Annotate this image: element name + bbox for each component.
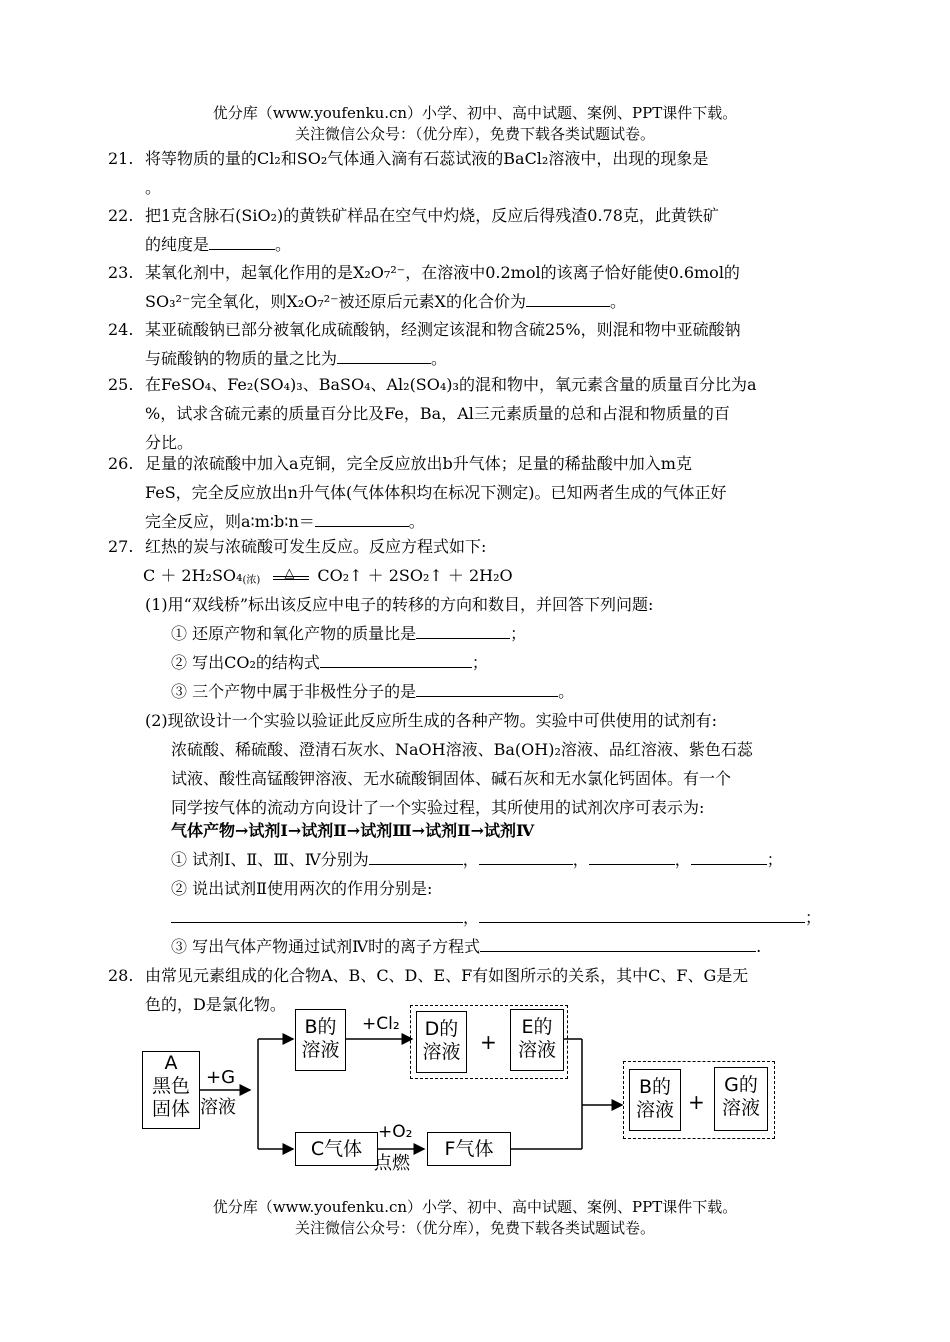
question-23 bbox=[108, 258, 850, 316]
part-2-b-answers bbox=[171, 903, 821, 932]
part-1-a-text: ① 还原产物和氧化产物的质量比是 bbox=[171, 624, 417, 643]
box-g-label: G的 bbox=[724, 1074, 758, 1096]
footer-line-1: 优分库（www.youfenku.cn）小学、初中、高中试题、案例、PPT课件下载。 bbox=[212, 1198, 738, 1216]
punctuation: 。 bbox=[431, 349, 448, 368]
question-text-cont: 的纯度是 bbox=[145, 235, 210, 254]
equation-products: CO₂↑ ＋ 2SO₂↑ ＋ 2H₂O bbox=[317, 566, 513, 585]
box-b-final-label: 溶液 bbox=[635, 1099, 674, 1121]
question-text: 把1克含脉石(SiO₂)的黄铁矿样品在空气中灼烧，反应后得残渣0.78克，此黄铁矿 bbox=[145, 206, 719, 225]
label-plus: + bbox=[480, 1030, 497, 1054]
question-24 bbox=[108, 315, 850, 373]
punctuation: 。 bbox=[609, 292, 626, 311]
question-26 bbox=[108, 449, 850, 536]
box-d bbox=[416, 1011, 467, 1073]
label-ignite: 点燃 bbox=[374, 1153, 410, 1174]
footer-line-2: 关注微信公众号：（优分库），免费下载各类试题试卷。 bbox=[294, 1219, 655, 1237]
punctuation: 。 bbox=[408, 512, 425, 531]
answer-blank[interactable] bbox=[369, 846, 463, 865]
box-b-final-label: B的 bbox=[638, 1076, 672, 1098]
part-1-c bbox=[171, 677, 574, 706]
header-line-1: 优分库（www.youfenku.cn）小学、初中、高中试题、案例、PPT课件下载。 bbox=[212, 104, 738, 122]
question-number: 25. bbox=[108, 375, 134, 394]
box-b bbox=[295, 1009, 346, 1071]
box-a bbox=[142, 1051, 200, 1129]
question-27 bbox=[108, 532, 850, 561]
part-2-prompt: (2)现欲设计一个实验以验证此反应所生成的各种产物。实验中可供使用的试剂有: bbox=[145, 711, 718, 730]
box-c: C气体 bbox=[295, 1132, 378, 1166]
question-number: 27. bbox=[108, 537, 134, 556]
label-plus-final: + bbox=[688, 1090, 705, 1114]
punctuation: ， bbox=[463, 908, 480, 927]
box-b-final bbox=[629, 1069, 681, 1131]
question-text-cont: SO₃²⁻完全氧化，则X₂O₇²⁻被还原后元素X的化合价为 bbox=[145, 292, 526, 311]
equation-condition: (浓) bbox=[242, 575, 261, 586]
question-number: 22. bbox=[108, 206, 134, 225]
part-2-a bbox=[171, 845, 783, 874]
question-text-cont: 分比。 bbox=[145, 433, 194, 452]
box-d-label: 溶液 bbox=[422, 1041, 461, 1063]
part-2-c bbox=[171, 932, 761, 961]
reaction-diagram bbox=[130, 1005, 810, 1185]
question-text-cont: 完全反应，则a∶m∶b∶n＝ bbox=[145, 512, 315, 531]
part-2-c-text: ③ 写出气体产物通过试剂Ⅳ时的离子方程式 bbox=[171, 937, 481, 956]
answer-blank[interactable] bbox=[480, 933, 756, 952]
question-number: 24. bbox=[108, 320, 134, 339]
part-1-b-text: ② 写出CO₂的结构式 bbox=[171, 653, 320, 672]
header-line-2: 关注微信公众号：（优分库），免费下载各类试题试卷。 bbox=[294, 125, 655, 143]
question-number: 28. bbox=[108, 966, 134, 985]
question-number: 23. bbox=[108, 263, 134, 282]
punctuation: ； bbox=[471, 653, 488, 672]
question-21 bbox=[108, 144, 850, 202]
box-g-label: 溶液 bbox=[721, 1097, 760, 1119]
question-22 bbox=[108, 201, 850, 259]
punctuation: ， bbox=[674, 850, 691, 869]
box-a-label: 固体 bbox=[151, 1098, 190, 1120]
box-g bbox=[714, 1067, 768, 1131]
label-plus-cl2: +Cl₂ bbox=[362, 1014, 400, 1034]
answer-blank[interactable] bbox=[171, 904, 463, 923]
answer-blank[interactable] bbox=[416, 678, 558, 697]
box-e-label: 溶液 bbox=[517, 1039, 556, 1061]
answer-blank[interactable] bbox=[479, 846, 573, 865]
question-25 bbox=[108, 370, 850, 457]
answer-blank[interactable] bbox=[315, 508, 409, 527]
box-b-label: B的 bbox=[304, 1016, 337, 1038]
label-solution: 溶液 bbox=[200, 1097, 236, 1118]
box-f: F气体 bbox=[427, 1132, 511, 1166]
answer-blank[interactable] bbox=[337, 345, 431, 364]
punctuation: ， bbox=[462, 850, 479, 869]
answer-blank[interactable] bbox=[320, 649, 472, 668]
question-text-cont: 。 bbox=[145, 178, 162, 197]
part-2-reagents-1: 浓硫酸、稀硫酸、澄清石灰水、NaOH溶液、Ba(OH)₂溶液、品红溶液、紫色石蕊 bbox=[171, 740, 753, 759]
box-a-label: A bbox=[164, 1052, 178, 1074]
heat-symbol: △ bbox=[284, 565, 295, 581]
question-text: 将等物质的量的Cl₂和SO₂气体通入滴有石蕊试液的BaCl₂溶液中，出现的现象是 bbox=[145, 149, 709, 168]
label-plus-g: +G bbox=[206, 1067, 236, 1088]
box-b-label: 溶液 bbox=[301, 1039, 340, 1061]
punctuation: ， bbox=[572, 850, 589, 869]
box-e-label: E的 bbox=[521, 1016, 553, 1038]
part-2-a-text: ① 试剂Ⅰ、Ⅱ、Ⅲ、Ⅳ分别为 bbox=[171, 850, 369, 869]
box-e bbox=[510, 1009, 564, 1071]
part-2-b: ② 说出试剂Ⅱ使用两次的作用分别是: bbox=[171, 879, 433, 898]
punctuation: ； bbox=[805, 908, 822, 927]
punctuation: ； bbox=[766, 850, 783, 869]
equation-reactants: C ＋ 2H₂SO₄ bbox=[143, 566, 243, 585]
equation-arrow bbox=[271, 565, 311, 586]
question-number: 21. bbox=[108, 149, 134, 168]
question-text: 某亚硫酸钠已部分被氧化成硫酸钠，经测定该混和物含硫25%，则混和物中亚硫酸钠 bbox=[145, 320, 741, 339]
answer-blank[interactable] bbox=[209, 231, 275, 250]
reagent-sequence: 气体产物→试剂Ⅰ→试剂Ⅱ→试剂Ⅲ→试剂Ⅱ→试剂Ⅳ bbox=[171, 821, 535, 840]
question-text: 红热的炭与浓硫酸可发生反应。反应方程式如下: bbox=[145, 537, 487, 556]
part-1-c-text: ③ 三个产物中属于非极性分子的是 bbox=[171, 682, 417, 701]
part-1-prompt: (1)用“双线桥”标出该反应中电子的转移的方向和数目，并回答下列问题: bbox=[145, 595, 654, 614]
part-2-reagents-2: 试液、酸性高锰酸钾溶液、无水硫酸铜固体、碱石灰和无水氯化钙固体。有一个 bbox=[171, 769, 732, 788]
answer-blank[interactable] bbox=[479, 904, 805, 923]
answer-blank[interactable] bbox=[589, 846, 675, 865]
question-text-cont: 色的，D是氯化物。 bbox=[145, 995, 286, 1014]
question-text: 足量的浓硫酸中加入a克铜，完全反应放出b升气体；足量的稀盐酸中加入m克 bbox=[145, 454, 692, 473]
punctuation: ； bbox=[510, 624, 527, 643]
answer-blank[interactable] bbox=[526, 288, 610, 307]
answer-blank[interactable] bbox=[691, 846, 767, 865]
label-plus-o2: +O₂ bbox=[378, 1122, 413, 1142]
question-number: 26. bbox=[108, 454, 134, 473]
part-1-a bbox=[171, 619, 526, 648]
question-text: 某氧化剂中，起氧化作用的是X₂O₇²⁻，在溶液中0.2mol的该离子恰好能使0.6mol的 bbox=[145, 263, 740, 282]
answer-blank[interactable] bbox=[416, 620, 510, 639]
question-text-cont: %，试求含硫元素的质量百分比及Fe，Ba，Al三元素质量的总和占混和物质量的百 bbox=[145, 404, 730, 423]
box-a-label: 黑色 bbox=[151, 1075, 190, 1097]
part-2-reagents-3: 同学按气体的流动方向设计了一个实验过程，其所使用的试剂次序可表示为: bbox=[171, 798, 705, 817]
punctuation: 。 bbox=[558, 682, 575, 701]
question-text-cont: FeS，完全反应放出n升气体(气体体积均在标况下测定)。已知两者生成的气体正好 bbox=[145, 483, 727, 502]
part-1-b bbox=[171, 648, 488, 677]
question-text: 由常见元素组成的化合物A、B、C、D、E、F有如图所示的关系，其中C、F、G是无 bbox=[145, 966, 749, 985]
box-d-label: D的 bbox=[424, 1018, 459, 1040]
punctuation: 。 bbox=[275, 235, 292, 254]
question-text: 在FeSO₄、Fe₂(SO₄)₃、BaSO₄、Al₂(SO₄)₃的混和物中，氧元素含量的质量百分比为a bbox=[145, 375, 757, 394]
punctuation: . bbox=[756, 937, 762, 956]
question-text-cont: 与硫酸钠的物质的量之比为 bbox=[145, 349, 338, 368]
